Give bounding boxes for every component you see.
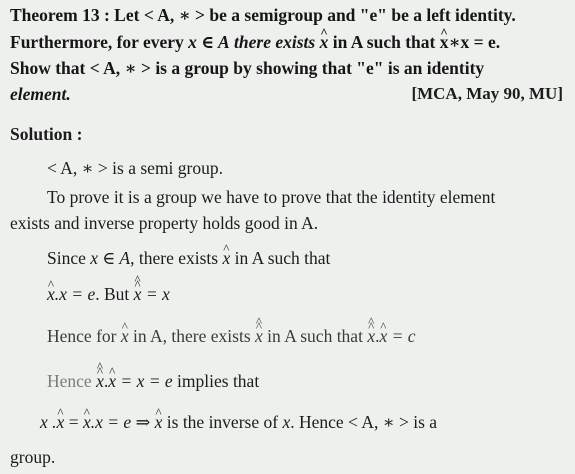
solution-text: = (68, 412, 79, 432)
math-expression: x . (40, 412, 57, 432)
solution-text: . (103, 371, 109, 391)
theorem-line-4 (10, 83, 71, 105)
solution-line-9: group. (10, 447, 56, 467)
citation: [MCA, May 90, MU] (411, 84, 563, 103)
solution-text: in A, there exists (133, 326, 251, 346)
theorem-text: there exists (234, 32, 316, 52)
math-expression: .x = e (54, 284, 96, 304)
solution-text: . But (95, 284, 130, 304)
solution-text: is the inverse of (166, 412, 279, 432)
solution-line-5 (47, 283, 170, 305)
solution-text: Hence (47, 371, 92, 391)
theorem-line-3 (10, 57, 484, 79)
math-x-hat: ^ x (440, 31, 449, 53)
math-expression: x (282, 412, 291, 432)
math-x-hat: ^ x (83, 411, 91, 433)
solution-line-6 (47, 325, 416, 347)
math-expression: = x (145, 284, 170, 304)
math-x-hat: ^ x (47, 283, 55, 305)
solution-text: Hence for (47, 326, 117, 346)
math-x-double-hat: ^ x ^ (96, 370, 104, 392)
solution-text: Since (47, 248, 86, 268)
solution-line-2: To prove it is a group we have to prove that the identity element (47, 187, 496, 207)
theorem-text: Show that < A, ∗ > is a group by showing that "e" is an identity (10, 58, 485, 78)
solution-line-1: < A, ∗ > is a semi group. (47, 158, 223, 178)
math-expression: = x = e (120, 371, 173, 391)
solution-heading: Solution : (10, 124, 83, 144)
solution-line-7 (47, 370, 259, 392)
math-x-hat: ^ x (108, 370, 116, 392)
math-expression: x ∈ A (90, 248, 131, 268)
math-expression: x ∈ A (188, 32, 230, 52)
math-x-double-hat: ^ x ^ (134, 283, 142, 305)
solution-text: in A such that (267, 326, 363, 346)
math-expression: ∗x = e. (448, 32, 501, 52)
solution-text: implies that (177, 371, 260, 391)
math-expression: .x = e ⇒ (90, 412, 151, 432)
theorem-title: Theorem 13 : Let < A, ∗ > be a semigroup and "e" be a left identity. (10, 5, 516, 25)
math-x-hat: ^ x (155, 411, 163, 433)
math-x-hat: ^ x (222, 247, 230, 269)
solution-text: in A such that (234, 248, 331, 268)
math-x-double-hat: ^ x ^ (367, 325, 375, 347)
solution-text: . (375, 326, 380, 346)
math-expression: = c (391, 326, 416, 346)
solution-line-8 (40, 411, 437, 433)
theorem-line-2 (10, 31, 500, 53)
math-x-hat: ^ x (57, 411, 65, 433)
math-x-hat: ^ x (379, 325, 387, 347)
theorem-text: in A such that (332, 32, 436, 52)
theorem-text: Furthermore, for every (10, 32, 184, 52)
solution-line-4 (47, 247, 330, 269)
solution-line-3: exists and inverse property holds good in A. (10, 213, 319, 233)
math-x-hat: ^ x (320, 31, 329, 53)
math-x-double-hat: ^ x ^ (255, 325, 263, 347)
solution-text: . Hence < A, ∗ > is a (290, 412, 438, 432)
math-x-hat: ^ x (121, 325, 129, 347)
theorem-text: element. (10, 84, 71, 104)
solution-text: , there exists (130, 248, 219, 268)
